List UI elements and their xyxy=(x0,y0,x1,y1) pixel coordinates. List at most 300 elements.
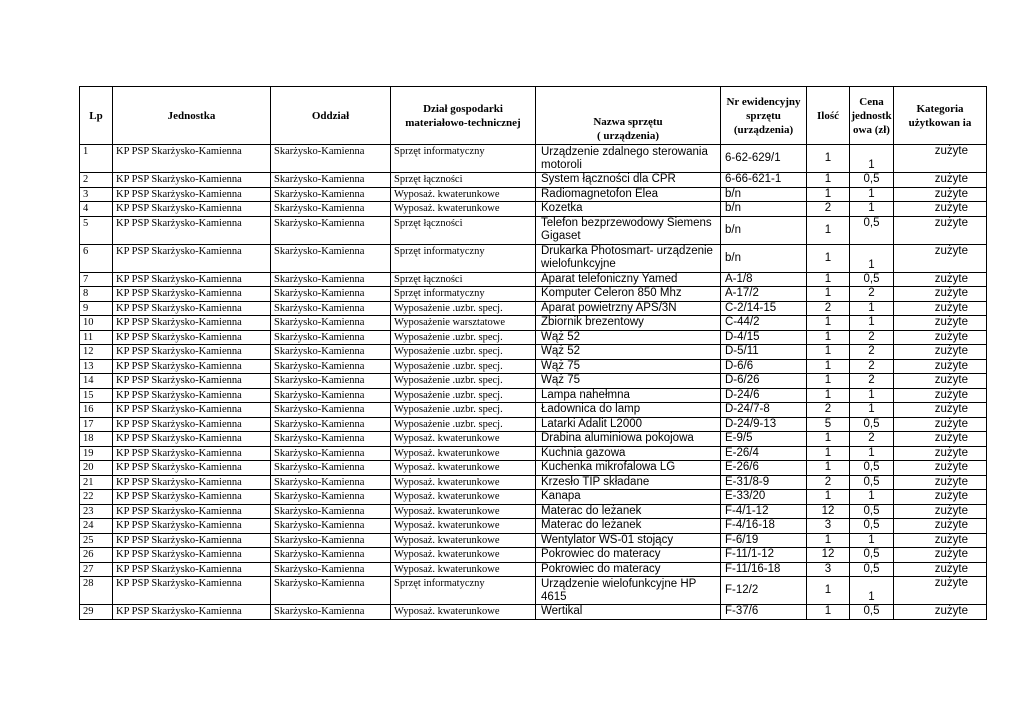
cell-oddzial: Skarżysko-Kamienna xyxy=(271,374,391,389)
cell-nr: E-26/4 xyxy=(721,446,807,461)
cell-lp: 25 xyxy=(80,533,113,548)
cell-lp: 3 xyxy=(80,187,113,202)
cell-kategoria: zużyte xyxy=(894,461,987,476)
table-row xyxy=(80,244,987,272)
cell-nr: b/n xyxy=(721,216,807,244)
cell-nr: C-2/14-15 xyxy=(721,301,807,316)
cell-cena: 0,5 xyxy=(850,461,894,476)
cell-jednostka: KP PSP Skarżysko-Kamienna xyxy=(113,417,271,432)
cell-oddzial: Skarżysko-Kamienna xyxy=(271,330,391,345)
cell-lp: 9 xyxy=(80,301,113,316)
cell-kategoria: zużyte xyxy=(894,316,987,331)
cell-kategoria: zużyte xyxy=(894,519,987,534)
cell-kategoria: zużyte xyxy=(894,216,987,244)
table-row xyxy=(80,475,987,490)
cell-nr: b/n xyxy=(721,187,807,202)
cell-kategoria: zużyte xyxy=(894,287,987,302)
table-row xyxy=(80,145,987,173)
cell-nazwa: Wentylator WS-01 stojący xyxy=(536,533,721,548)
cell-jednostka: KP PSP Skarżysko-Kamienna xyxy=(113,173,271,188)
cell-nr: F-6/19 xyxy=(721,533,807,548)
cell-oddzial: Skarżysko-Kamienna xyxy=(271,577,391,605)
header-kategoria: Kategoria użytkowan ia xyxy=(894,87,987,145)
cell-nr: F-4/1-12 xyxy=(721,504,807,519)
cell-jednostka: KP PSP Skarżysko-Kamienna xyxy=(113,388,271,403)
cell-jednostka: KP PSP Skarżysko-Kamienna xyxy=(113,301,271,316)
cell-ilosc: 2 xyxy=(807,301,850,316)
header-nr: Nr ewidencyjny sprzętu (urządzenia) xyxy=(721,87,807,145)
cell-ilosc: 1 xyxy=(807,432,850,447)
cell-dzial: Sprzęt informatyczny xyxy=(391,145,536,173)
cell-kategoria: zużyte xyxy=(894,475,987,490)
cell-nr: D-6/26 xyxy=(721,374,807,389)
cell-nazwa: Wąż 52 xyxy=(536,330,721,345)
cell-jednostka: KP PSP Skarżysko-Kamienna xyxy=(113,330,271,345)
cell-ilosc: 2 xyxy=(807,202,850,217)
cell-ilosc: 1 xyxy=(807,187,850,202)
cell-oddzial: Skarżysko-Kamienna xyxy=(271,359,391,374)
table-row xyxy=(80,359,987,374)
cell-ilosc: 1 xyxy=(807,605,850,620)
cell-cena: 0,5 xyxy=(850,173,894,188)
table-row xyxy=(80,173,987,188)
cell-oddzial: Skarżysko-Kamienna xyxy=(271,461,391,476)
cell-cena: 1 xyxy=(850,577,894,605)
cell-nr: F-11/1-12 xyxy=(721,548,807,563)
cell-lp: 17 xyxy=(80,417,113,432)
table-row xyxy=(80,316,987,331)
cell-jednostka: KP PSP Skarżysko-Kamienna xyxy=(113,316,271,331)
cell-cena: 2 xyxy=(850,330,894,345)
cell-ilosc: 5 xyxy=(807,417,850,432)
cell-nr: D-5/11 xyxy=(721,345,807,360)
cell-lp: 13 xyxy=(80,359,113,374)
cell-jednostka: KP PSP Skarżysko-Kamienna xyxy=(113,432,271,447)
cell-nr: 6-62-629/1 xyxy=(721,145,807,173)
cell-nazwa: Kozetka xyxy=(536,202,721,217)
cell-cena: 1 xyxy=(850,316,894,331)
cell-lp: 18 xyxy=(80,432,113,447)
cell-lp: 26 xyxy=(80,548,113,563)
table-body xyxy=(80,145,987,620)
cell-kategoria: zużyte xyxy=(894,145,987,173)
cell-ilosc: 1 xyxy=(807,244,850,272)
cell-kategoria: zużyte xyxy=(894,446,987,461)
cell-dzial: Sprzęt informatyczny xyxy=(391,287,536,302)
cell-dzial: Wyposażenie .uzbr. specj. xyxy=(391,345,536,360)
header-cena: Cena jednostk owa (zł) xyxy=(850,87,894,145)
cell-oddzial: Skarżysko-Kamienna xyxy=(271,244,391,272)
cell-nazwa: Zbiornik brezentowy xyxy=(536,316,721,331)
cell-kategoria: zużyte xyxy=(894,244,987,272)
cell-nazwa: Ładownica do lamp xyxy=(536,403,721,418)
cell-ilosc: 1 xyxy=(807,446,850,461)
cell-jednostka: KP PSP Skarżysko-Kamienna xyxy=(113,533,271,548)
cell-lp: 4 xyxy=(80,202,113,217)
cell-ilosc: 1 xyxy=(807,216,850,244)
cell-lp: 6 xyxy=(80,244,113,272)
table-row xyxy=(80,202,987,217)
cell-cena: 0,5 xyxy=(850,605,894,620)
header-nazwa-line1: Nazwa sprzętu xyxy=(593,116,663,128)
cell-dzial: Wyposażenie .uzbr. specj. xyxy=(391,301,536,316)
cell-lp: 7 xyxy=(80,272,113,287)
cell-lp: 16 xyxy=(80,403,113,418)
cell-nazwa: Materac do leżanek xyxy=(536,519,721,534)
cell-kategoria: zużyte xyxy=(894,417,987,432)
cell-dzial: Wyposaż. kwaterunkowe xyxy=(391,533,536,548)
cell-dzial: Wyposaż. kwaterunkowe xyxy=(391,187,536,202)
cell-lp: 19 xyxy=(80,446,113,461)
cell-cena: 1 xyxy=(850,301,894,316)
cell-ilosc: 1 xyxy=(807,287,850,302)
cell-dzial: Wyposaż. kwaterunkowe xyxy=(391,504,536,519)
cell-cena: 1 xyxy=(850,388,894,403)
cell-kategoria: zużyte xyxy=(894,388,987,403)
table-row xyxy=(80,287,987,302)
cell-oddzial: Skarżysko-Kamienna xyxy=(271,417,391,432)
cell-dzial: Sprzęt łączności xyxy=(391,173,536,188)
cell-kategoria: zużyte xyxy=(894,562,987,577)
cell-nazwa: Kuchenka mikrofalowa LG xyxy=(536,461,721,476)
cell-ilosc: 1 xyxy=(807,173,850,188)
table-row xyxy=(80,548,987,563)
cell-lp: 10 xyxy=(80,316,113,331)
cell-lp: 1 xyxy=(80,145,113,173)
cell-dzial: Wyposażenie .uzbr. specj. xyxy=(391,330,536,345)
cell-nr: D-6/6 xyxy=(721,359,807,374)
cell-oddzial: Skarżysko-Kamienna xyxy=(271,605,391,620)
cell-nr: E-26/6 xyxy=(721,461,807,476)
table-row xyxy=(80,403,987,418)
cell-jednostka: KP PSP Skarżysko-Kamienna xyxy=(113,145,271,173)
cell-lp: 29 xyxy=(80,605,113,620)
cell-oddzial: Skarżysko-Kamienna xyxy=(271,490,391,505)
cell-cena: 1 xyxy=(850,533,894,548)
cell-oddzial: Skarżysko-Kamienna xyxy=(271,533,391,548)
cell-ilosc: 1 xyxy=(807,461,850,476)
cell-cena: 0,5 xyxy=(850,504,894,519)
cell-nazwa: Urządzenie wielofunkcyjne HP 4615 xyxy=(536,577,721,605)
cell-kategoria: zużyte xyxy=(894,605,987,620)
cell-nazwa: Wertikal xyxy=(536,605,721,620)
cell-oddzial: Skarżysko-Kamienna xyxy=(271,316,391,331)
cell-oddzial: Skarżysko-Kamienna xyxy=(271,519,391,534)
table-row xyxy=(80,490,987,505)
cell-jednostka: KP PSP Skarżysko-Kamienna xyxy=(113,577,271,605)
table-row xyxy=(80,187,987,202)
cell-kategoria: zużyte xyxy=(894,504,987,519)
cell-kategoria: zużyte xyxy=(894,202,987,217)
table-row xyxy=(80,374,987,389)
cell-dzial: Wyposażenie .uzbr. specj. xyxy=(391,417,536,432)
cell-lp: 27 xyxy=(80,562,113,577)
cell-dzial: Sprzęt informatyczny xyxy=(391,244,536,272)
cell-ilosc: 1 xyxy=(807,388,850,403)
cell-kategoria: zużyte xyxy=(894,403,987,418)
cell-dzial: Wyposaż. kwaterunkowe xyxy=(391,475,536,490)
cell-lp: 12 xyxy=(80,345,113,360)
cell-nazwa: Telefon bezprzewodowy Siemens Gigaset xyxy=(536,216,721,244)
cell-cena: 2 xyxy=(850,359,894,374)
cell-cena: 1 xyxy=(850,187,894,202)
cell-kategoria: zużyte xyxy=(894,359,987,374)
cell-nazwa: Latarki Adalit L2000 xyxy=(536,417,721,432)
table-row xyxy=(80,301,987,316)
cell-dzial: Wyposaż. kwaterunkowe xyxy=(391,548,536,563)
header-row xyxy=(80,87,987,145)
cell-lp: 23 xyxy=(80,504,113,519)
cell-cena: 0,5 xyxy=(850,548,894,563)
cell-oddzial: Skarżysko-Kamienna xyxy=(271,145,391,173)
cell-nr: b/n xyxy=(721,244,807,272)
cell-oddzial: Skarżysko-Kamienna xyxy=(271,345,391,360)
table-row xyxy=(80,330,987,345)
cell-nr: D-4/15 xyxy=(721,330,807,345)
cell-oddzial: Skarżysko-Kamienna xyxy=(271,173,391,188)
cell-cena: 0,5 xyxy=(850,562,894,577)
table-row xyxy=(80,461,987,476)
cell-nazwa: Wąż 75 xyxy=(536,374,721,389)
table-row xyxy=(80,446,987,461)
cell-dzial: Wyposaż. kwaterunkowe xyxy=(391,432,536,447)
cell-lp: 22 xyxy=(80,490,113,505)
cell-dzial: Wyposażenie .uzbr. specj. xyxy=(391,359,536,374)
cell-cena: 0,5 xyxy=(850,417,894,432)
cell-jednostka: KP PSP Skarżysko-Kamienna xyxy=(113,490,271,505)
cell-kategoria: zużyte xyxy=(894,272,987,287)
table-row xyxy=(80,562,987,577)
cell-cena: 1 xyxy=(850,403,894,418)
cell-nr: E-31/8-9 xyxy=(721,475,807,490)
cell-kategoria: zużyte xyxy=(894,374,987,389)
cell-ilosc: 1 xyxy=(807,359,850,374)
cell-nr: E-9/5 xyxy=(721,432,807,447)
cell-jednostka: KP PSP Skarżysko-Kamienna xyxy=(113,374,271,389)
cell-lp: 11 xyxy=(80,330,113,345)
table-row xyxy=(80,533,987,548)
header-nazwa-line2: ( urządzenia) xyxy=(596,130,659,142)
cell-nazwa: Aparat telefoniczny Yamed xyxy=(536,272,721,287)
header-oddzial: Oddział xyxy=(271,87,391,145)
table-row xyxy=(80,519,987,534)
cell-jednostka: KP PSP Skarżysko-Kamienna xyxy=(113,287,271,302)
cell-nazwa: Drabina aluminiowa pokojowa xyxy=(536,432,721,447)
cell-cena: 0,5 xyxy=(850,519,894,534)
cell-lp: 5 xyxy=(80,216,113,244)
cell-cena: 0,5 xyxy=(850,475,894,490)
table-row xyxy=(80,216,987,244)
cell-nr: C-44/2 xyxy=(721,316,807,331)
cell-kategoria: zużyte xyxy=(894,432,987,447)
cell-nazwa: System łączności dla CPR xyxy=(536,173,721,188)
cell-nazwa: Krzesło TIP składane xyxy=(536,475,721,490)
cell-kategoria: zużyte xyxy=(894,301,987,316)
cell-oddzial: Skarżysko-Kamienna xyxy=(271,446,391,461)
cell-kategoria: zużyte xyxy=(894,173,987,188)
cell-jednostka: KP PSP Skarżysko-Kamienna xyxy=(113,359,271,374)
cell-cena: 2 xyxy=(850,374,894,389)
cell-nazwa: Materac do leżanek xyxy=(536,504,721,519)
inventory-table xyxy=(79,86,987,620)
cell-ilosc: 2 xyxy=(807,475,850,490)
cell-nazwa: Pokrowiec do materacy xyxy=(536,562,721,577)
cell-nazwa: Pokrowiec do materacy xyxy=(536,548,721,563)
cell-cena: 2 xyxy=(850,345,894,360)
cell-cena: 1 xyxy=(850,490,894,505)
cell-jednostka: KP PSP Skarżysko-Kamienna xyxy=(113,202,271,217)
header-nazwa xyxy=(536,87,721,145)
cell-cena: 0,5 xyxy=(850,272,894,287)
cell-dzial: Wyposażenie .uzbr. specj. xyxy=(391,403,536,418)
cell-nr: D-24/9-13 xyxy=(721,417,807,432)
cell-jednostka: KP PSP Skarżysko-Kamienna xyxy=(113,345,271,360)
cell-kategoria: zużyte xyxy=(894,490,987,505)
header-jednostka: Jednostka xyxy=(113,87,271,145)
cell-jednostka: KP PSP Skarżysko-Kamienna xyxy=(113,504,271,519)
cell-dzial: Wyposaż. kwaterunkowe xyxy=(391,605,536,620)
cell-nr: F-11/16-18 xyxy=(721,562,807,577)
cell-jednostka: KP PSP Skarżysko-Kamienna xyxy=(113,475,271,490)
cell-oddzial: Skarżysko-Kamienna xyxy=(271,475,391,490)
cell-ilosc: 3 xyxy=(807,562,850,577)
table-row xyxy=(80,272,987,287)
cell-nr: D-24/7-8 xyxy=(721,403,807,418)
cell-nr: F-4/16-18 xyxy=(721,519,807,534)
cell-ilosc: 3 xyxy=(807,519,850,534)
cell-dzial: Sprzęt informatyczny xyxy=(391,577,536,605)
cell-kategoria: zużyte xyxy=(894,577,987,605)
cell-nr: E-33/20 xyxy=(721,490,807,505)
cell-jednostka: KP PSP Skarżysko-Kamienna xyxy=(113,187,271,202)
cell-dzial: Wyposaż. kwaterunkowe xyxy=(391,446,536,461)
cell-nr: F-12/2 xyxy=(721,577,807,605)
cell-ilosc: 1 xyxy=(807,374,850,389)
cell-cena: 1 xyxy=(850,244,894,272)
cell-nazwa: Komputer Celeron 850 Mhz xyxy=(536,287,721,302)
cell-cena: 0,5 xyxy=(850,216,894,244)
cell-ilosc: 1 xyxy=(807,316,850,331)
cell-cena: 2 xyxy=(850,432,894,447)
cell-dzial: Wyposaż. kwaterunkowe xyxy=(391,202,536,217)
cell-oddzial: Skarżysko-Kamienna xyxy=(271,287,391,302)
cell-oddzial: Skarżysko-Kamienna xyxy=(271,403,391,418)
cell-nr: b/n xyxy=(721,202,807,217)
cell-ilosc: 1 xyxy=(807,533,850,548)
cell-cena: 1 xyxy=(850,145,894,173)
cell-oddzial: Skarżysko-Kamienna xyxy=(271,202,391,217)
cell-nazwa: Radiomagnetofon Elea xyxy=(536,187,721,202)
cell-dzial: Wyposażenie .uzbr. specj. xyxy=(391,374,536,389)
cell-oddzial: Skarżysko-Kamienna xyxy=(271,216,391,244)
cell-nazwa: Aparat powietrzny APS/3N xyxy=(536,301,721,316)
cell-jednostka: KP PSP Skarżysko-Kamienna xyxy=(113,562,271,577)
cell-nr: A-1/8 xyxy=(721,272,807,287)
cell-jednostka: KP PSP Skarżysko-Kamienna xyxy=(113,519,271,534)
cell-dzial: Wyposaż. kwaterunkowe xyxy=(391,519,536,534)
cell-oddzial: Skarżysko-Kamienna xyxy=(271,301,391,316)
cell-dzial: Wyposażenie warsztatowe xyxy=(391,316,536,331)
cell-kategoria: zużyte xyxy=(894,533,987,548)
cell-lp: 8 xyxy=(80,287,113,302)
table-row xyxy=(80,577,987,605)
cell-nazwa: Kuchnia gazowa xyxy=(536,446,721,461)
cell-nr: F-37/6 xyxy=(721,605,807,620)
cell-jednostka: KP PSP Skarżysko-Kamienna xyxy=(113,548,271,563)
header-ilosc: Ilość xyxy=(807,87,850,145)
cell-ilosc: 1 xyxy=(807,345,850,360)
cell-kategoria: zużyte xyxy=(894,345,987,360)
cell-ilosc: 1 xyxy=(807,330,850,345)
cell-nazwa: Drukarka Photosmart- urządzenie wielofunkcyjne xyxy=(536,244,721,272)
cell-oddzial: Skarżysko-Kamienna xyxy=(271,187,391,202)
cell-lp: 14 xyxy=(80,374,113,389)
cell-jednostka: KP PSP Skarżysko-Kamienna xyxy=(113,605,271,620)
cell-oddzial: Skarżysko-Kamienna xyxy=(271,562,391,577)
cell-ilosc: 12 xyxy=(807,504,850,519)
table-row xyxy=(80,605,987,620)
cell-jednostka: KP PSP Skarżysko-Kamienna xyxy=(113,216,271,244)
cell-nazwa: Urządzenie zdalnego sterowania motoroli xyxy=(536,145,721,173)
cell-dzial: Sprzęt łączności xyxy=(391,216,536,244)
cell-oddzial: Skarżysko-Kamienna xyxy=(271,504,391,519)
cell-jednostka: KP PSP Skarżysko-Kamienna xyxy=(113,446,271,461)
cell-kategoria: zużyte xyxy=(894,187,987,202)
cell-oddzial: Skarżysko-Kamienna xyxy=(271,272,391,287)
cell-jednostka: KP PSP Skarżysko-Kamienna xyxy=(113,272,271,287)
cell-cena: 1 xyxy=(850,202,894,217)
table-row xyxy=(80,417,987,432)
cell-oddzial: Skarżysko-Kamienna xyxy=(271,388,391,403)
cell-nr: D-24/6 xyxy=(721,388,807,403)
cell-dzial: Wyposaż. kwaterunkowe xyxy=(391,461,536,476)
table-row xyxy=(80,504,987,519)
cell-lp: 15 xyxy=(80,388,113,403)
cell-cena: 1 xyxy=(850,446,894,461)
cell-oddzial: Skarżysko-Kamienna xyxy=(271,548,391,563)
cell-nazwa: Wąż 52 xyxy=(536,345,721,360)
cell-kategoria: zużyte xyxy=(894,548,987,563)
cell-ilosc: 12 xyxy=(807,548,850,563)
table-row xyxy=(80,345,987,360)
cell-jednostka: KP PSP Skarżysko-Kamienna xyxy=(113,244,271,272)
cell-dzial: Wyposaż. kwaterunkowe xyxy=(391,562,536,577)
cell-lp: 21 xyxy=(80,475,113,490)
cell-oddzial: Skarżysko-Kamienna xyxy=(271,432,391,447)
cell-lp: 20 xyxy=(80,461,113,476)
cell-dzial: Sprzęt łączności xyxy=(391,272,536,287)
cell-lp: 28 xyxy=(80,577,113,605)
cell-dzial: Wyposaż. kwaterunkowe xyxy=(391,490,536,505)
cell-dzial: Wyposażenie .uzbr. specj. xyxy=(391,388,536,403)
cell-nazwa: Wąż 75 xyxy=(536,359,721,374)
cell-ilosc: 2 xyxy=(807,403,850,418)
cell-ilosc: 1 xyxy=(807,490,850,505)
table-row xyxy=(80,432,987,447)
cell-kategoria: zużyte xyxy=(894,330,987,345)
cell-cena: 2 xyxy=(850,287,894,302)
cell-nazwa: Lampa nahełmna xyxy=(536,388,721,403)
cell-ilosc: 1 xyxy=(807,145,850,173)
cell-lp: 2 xyxy=(80,173,113,188)
cell-jednostka: KP PSP Skarżysko-Kamienna xyxy=(113,403,271,418)
cell-ilosc: 1 xyxy=(807,272,850,287)
cell-nr: 6-66-621-1 xyxy=(721,173,807,188)
header-dzial: Dział gospodarki materiałowo-technicznej xyxy=(391,87,536,145)
cell-nr: A-17/2 xyxy=(721,287,807,302)
header-lp: Lp xyxy=(80,87,113,145)
cell-jednostka: KP PSP Skarżysko-Kamienna xyxy=(113,461,271,476)
